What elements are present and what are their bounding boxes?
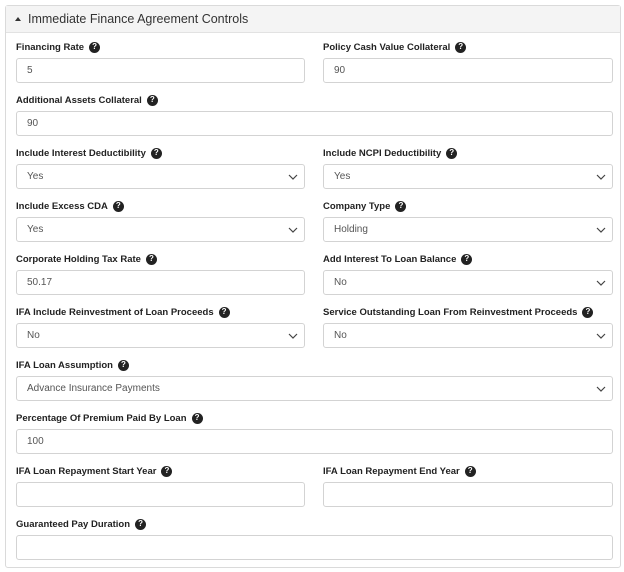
field-label: Include NCPI Deductibility xyxy=(323,147,442,159)
help-icon[interactable]: ? xyxy=(118,360,129,371)
help-icon[interactable]: ? xyxy=(395,201,406,212)
help-icon[interactable]: ? xyxy=(89,42,100,53)
guaranteed-pay-duration-input[interactable] xyxy=(16,535,613,560)
selected-value: Holding xyxy=(334,224,368,235)
field-label: Percentage Of Premium Paid By Loan xyxy=(16,412,187,424)
panel-title: Immediate Finance Agreement Controls xyxy=(28,12,249,26)
ifa-loan-repayment-end-year-input[interactable] xyxy=(323,482,613,507)
field-label: IFA Include Reinvestment of Loan Proceeds xyxy=(16,306,214,318)
financing-rate-input[interactable] xyxy=(16,58,305,83)
chevron-down-icon xyxy=(596,384,606,394)
help-icon[interactable]: ? xyxy=(465,466,476,477)
chevron-down-icon xyxy=(596,278,606,288)
include-ncpi-deductibility-field xyxy=(323,146,613,182)
field-label: Include Excess CDA xyxy=(16,200,108,212)
include-interest-deductibility-select[interactable] xyxy=(16,164,305,189)
include-excess-cda-field xyxy=(16,199,305,235)
selected-value: No xyxy=(27,330,40,341)
guaranteed-pay-duration-field xyxy=(16,517,613,531)
field-label: Guaranteed Pay Duration xyxy=(16,518,131,530)
ifa-loan-assumption-field xyxy=(16,358,613,394)
field-label: Include Interest Deductibility xyxy=(16,147,146,159)
policy-cash-value-collateral-field xyxy=(323,40,613,54)
ifa-loan-assumption-select[interactable] xyxy=(16,376,613,401)
ifa-loan-repayment-start-year-input[interactable] xyxy=(16,482,305,507)
percentage-premium-paid-by-loan-input[interactable] xyxy=(16,429,613,454)
additional-assets-collateral-field xyxy=(16,93,613,107)
selected-value: Yes xyxy=(334,171,351,182)
corporate-holding-tax-rate-field xyxy=(16,252,305,266)
field-label: Policy Cash Value Collateral xyxy=(323,41,451,53)
help-icon[interactable]: ? xyxy=(219,307,230,318)
selected-value: No xyxy=(334,330,347,341)
help-icon[interactable]: ? xyxy=(151,148,162,159)
field-label: Company Type xyxy=(323,200,391,212)
help-icon[interactable]: ? xyxy=(582,307,593,318)
field-label: Financing Rate xyxy=(16,41,85,53)
field-label: IFA Loan Repayment End Year xyxy=(323,465,460,477)
company-type-field xyxy=(323,199,613,235)
field-label: Add Interest To Loan Balance xyxy=(323,253,457,265)
help-icon[interactable]: ? xyxy=(161,466,172,477)
field-label: IFA Loan Repayment Start Year xyxy=(16,465,157,477)
help-icon[interactable]: ? xyxy=(147,95,158,106)
additional-assets-collateral-input[interactable] xyxy=(16,111,613,136)
ifa-include-reinvestment-field xyxy=(16,305,305,341)
help-icon[interactable]: ? xyxy=(113,201,124,212)
add-interest-to-loan-balance-select[interactable] xyxy=(323,270,613,295)
ifa-loan-repayment-start-year-field xyxy=(16,464,305,478)
help-icon[interactable]: ? xyxy=(192,413,203,424)
help-icon[interactable]: ? xyxy=(135,519,146,530)
help-icon[interactable]: ? xyxy=(446,148,457,159)
field-label: Additional Assets Collateral xyxy=(16,94,142,106)
field-label: Corporate Holding Tax Rate xyxy=(16,253,141,265)
help-icon[interactable]: ? xyxy=(146,254,157,265)
selected-value: Advance Insurance Payments xyxy=(27,383,160,394)
chevron-down-icon xyxy=(288,172,298,182)
chevron-down-icon xyxy=(596,225,606,235)
ifa-include-reinvestment-select[interactable] xyxy=(16,323,305,348)
selected-value: Yes xyxy=(27,224,44,235)
field-label: IFA Loan Assumption xyxy=(16,359,113,371)
panel-header[interactable] xyxy=(6,6,620,33)
include-interest-deductibility-field xyxy=(16,146,305,182)
chevron-down-icon xyxy=(288,331,298,341)
service-outstanding-loan-select[interactable] xyxy=(323,323,613,348)
ifa-loan-repayment-end-year-field xyxy=(323,464,613,478)
chevron-down-icon xyxy=(288,225,298,235)
include-excess-cda-select[interactable] xyxy=(16,217,305,242)
include-ncpi-deductibility-select[interactable] xyxy=(323,164,613,189)
selected-value: Yes xyxy=(27,171,44,182)
financing-rate-field xyxy=(16,40,305,54)
selected-value: No xyxy=(334,277,347,288)
percentage-premium-paid-by-loan-field xyxy=(16,411,613,425)
help-icon[interactable]: ? xyxy=(455,42,466,53)
caret-up-icon[interactable] xyxy=(15,17,21,21)
help-icon[interactable]: ? xyxy=(461,254,472,265)
chevron-down-icon xyxy=(596,172,606,182)
policy-cash-value-collateral-input[interactable] xyxy=(323,58,613,83)
corporate-holding-tax-rate-input[interactable] xyxy=(16,270,305,295)
add-interest-to-loan-balance-field xyxy=(323,252,613,288)
company-type-select[interactable] xyxy=(323,217,613,242)
service-outstanding-loan-field xyxy=(323,305,613,341)
field-label: Service Outstanding Loan From Reinvestment Proceeds xyxy=(323,306,578,318)
chevron-down-icon xyxy=(596,331,606,341)
